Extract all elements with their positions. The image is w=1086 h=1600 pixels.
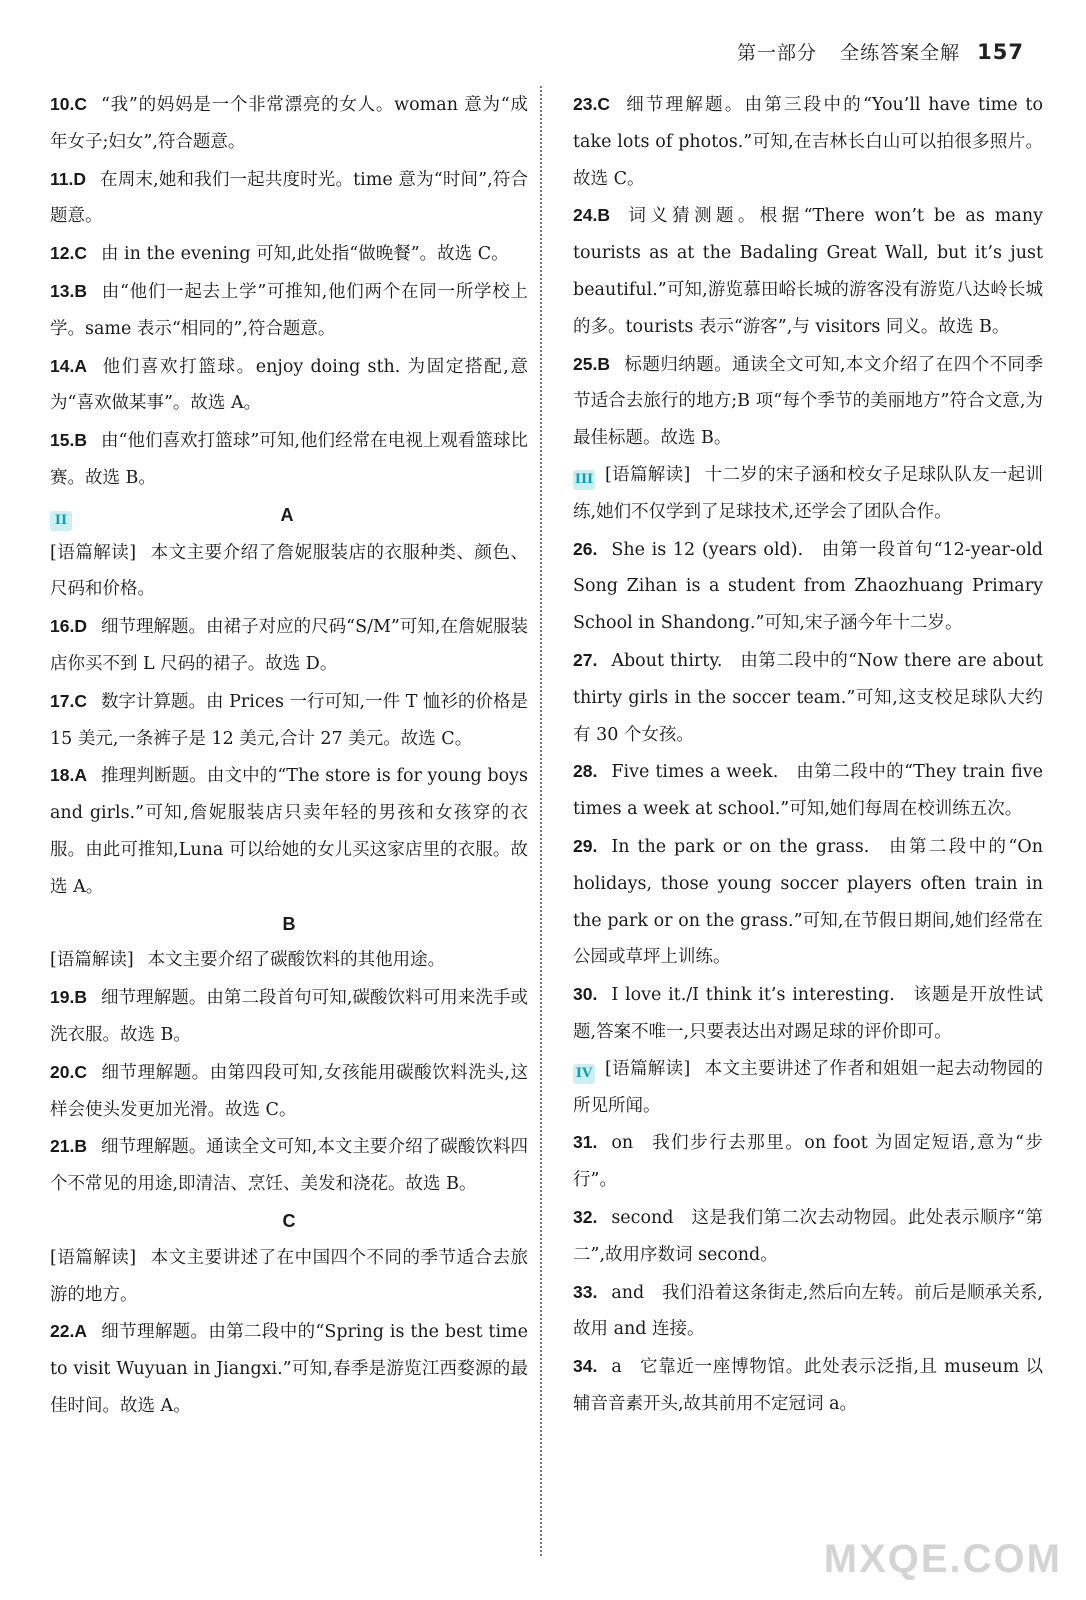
answer-text: In the park or on the grass. (611, 836, 870, 857)
answer-item (50, 608, 528, 683)
answer-number: 10.C (50, 94, 87, 114)
answer-number: 17.C (50, 690, 87, 711)
header-part: 第一部分 (737, 42, 818, 64)
roman-numeral-badge: IV (573, 1064, 595, 1084)
answer-text: a (611, 1357, 622, 1378)
explanation: 细节理解题。通读全文可知,本文主要介绍了碳酸饮料四个不常见的用途,即清洁、烹饪、美发和浇花。故选 B。 (50, 1137, 528, 1195)
answer-item (573, 1274, 1043, 1349)
answer-item (50, 1128, 528, 1203)
answer-number: 30. (573, 984, 598, 1005)
answer-item (50, 161, 528, 236)
explanation: 我们步行去那里。on foot 为固定短语,意为“步行”。 (573, 1133, 1043, 1191)
answer-item (573, 197, 1043, 345)
answer-item (50, 979, 528, 1054)
answer-item (50, 273, 528, 348)
answer-item (573, 1199, 1043, 1274)
explanation: 由 in the evening 可知,此处指“做晚餐”。故选 C。 (100, 244, 509, 265)
answer-number: 14.A (50, 355, 87, 376)
reading-text: 本文主要介绍了碳酸饮料的其他用途。 (147, 950, 446, 971)
column-divider (540, 86, 542, 1556)
explanation: 词义猜测题。根据“There won’t be as many tourists as at the Badaling Great Wall, but it’s just beautiful.”可知,游览慕田峪长城的游客没有游览八达岭长城的多。tourists 表示“游客”,与 visitors 同义。故选 B。 (573, 206, 1043, 337)
explanation: 细节理解题。由裙子对应的尺码“S/M”可知,在詹妮服装店你买不到 L 尺码的裙子。故选 D。 (50, 617, 528, 674)
answer-number: 31. (573, 1132, 598, 1153)
answer-number: 34. (573, 1356, 598, 1377)
reading-summary (50, 1240, 528, 1314)
answer-text: About thirty. (611, 650, 723, 671)
answer-number: 15.B (50, 430, 87, 451)
answer-text: and (611, 1282, 645, 1303)
answer-item (50, 1313, 528, 1424)
answer-number: 12.C (50, 243, 87, 264)
answer-number: 11.D (50, 168, 86, 189)
answer-number: 20.C (50, 1061, 87, 1082)
explanation: 推理判断题。由文中的“The store is for young boys and girls.”可知,詹妮服装店只卖年轻的男孩和女孩穿的衣服。由此可推知,Luna 可以给她的女儿买这家店里的衣服。故选 A。 (50, 766, 528, 897)
answer-number: 26. (573, 538, 598, 559)
answer-item (573, 642, 1043, 753)
answer-number: 32. (573, 1206, 598, 1227)
answer-number: 29. (573, 835, 598, 856)
right-column (573, 86, 1043, 1423)
answer-text: She is 12 (years old). (611, 539, 804, 560)
roman-numeral-badge: III (573, 470, 595, 490)
answer-item (573, 1348, 1043, 1423)
answer-item (50, 86, 528, 161)
reading-text: 本文主要讲述了作者和姐姐一起去动物园的所见所闻。 (573, 1058, 1044, 1116)
answer-number: 21.B (50, 1136, 87, 1157)
explanation: 该题是开放性试题,答案不唯一,只要表达出对踢足球的评价即可。 (573, 985, 1044, 1042)
answer-text: on (611, 1133, 634, 1154)
answer-item (50, 757, 528, 905)
explanation: “我”的妈妈是一个非常漂亮的女人。woman 意为“成年女子;妇女”,符合题意。 (50, 95, 528, 152)
explanation: 他们喜欢打篮球。enjoy doing sth. 为固定搭配,意为“喜欢做某事”。故选 A。 (50, 356, 528, 414)
part-marker (50, 497, 528, 535)
section-heading: B (282, 913, 296, 934)
answer-number: 23.C (573, 94, 610, 114)
page-header (737, 38, 1024, 65)
answer-number: 28. (573, 761, 598, 782)
explanation: 细节理解题。由第二段中的“Spring is the best time to visit Wuyuan in Jiangxi.”可知,春季是游览江西婺源的最佳时间。故选 A。 (50, 1322, 528, 1416)
explanation: 我们沿着这条街走,然后向左转。前后是顺承关系,故用 and 连接。 (573, 1282, 1043, 1340)
roman-numeral-badge: II (50, 511, 72, 531)
answer-item (50, 422, 528, 497)
answer-item (50, 348, 528, 423)
explanation: 由“他们一起去上学”可推知,他们两个在同一所学校上学。same 表示“相同的”,符合题意。 (50, 281, 528, 339)
answer-item (50, 683, 528, 758)
answer-item (50, 1054, 528, 1129)
explanation: 细节理解题。由第四段可知,女孩能用碳酸饮料洗头,这样会使头发更加光滑。故选 C。 (50, 1062, 528, 1120)
explanation: 细节理解题。由第二段首句可知,碳酸饮料可用来洗手或洗衣服。故选 B。 (50, 988, 528, 1045)
section-heading: C (282, 1210, 296, 1231)
section-heading: A (280, 504, 294, 525)
answer-item (573, 976, 1043, 1051)
watermark: MXQE.COM (823, 1537, 1062, 1581)
answer-text: Five times a week. (611, 762, 779, 783)
answer-item (573, 1124, 1043, 1199)
reading-tag: [语篇解读] (605, 1058, 691, 1079)
reading-summary (50, 942, 528, 979)
explanation: 标题归纳题。通读全文可知,本文介绍了在四个不同季节适合去旅行的地方;B 项“每个季节的美丽地方”符合文意,为最佳标题。故选 B。 (573, 354, 1043, 449)
answer-number: 24.B (573, 205, 610, 226)
explanation: 由第一段首句“12-year-old Song Zihan is a student from Zhaozhuang Primary School in Shandong.”可知,宋子涵今年十二岁。 (573, 539, 1043, 634)
explanation: 它靠近一座博物馆。此处表示泛指,且 museum 以辅音音素开头,故其前用不定冠词 a。 (573, 1357, 1043, 1414)
explanation: 数字计算题。由 Prices 一行可知,一件 T 恤衫的价格是 15 美元,一条裤子是 12 美元,合计 27 美元。故选 C。 (50, 691, 528, 749)
answer-number: 16.D (50, 616, 87, 637)
explanation: 在周末,她和我们一起共度时光。time 意为“时间”,符合题意。 (50, 169, 528, 227)
explanation: 这是我们第二次去动物园。此处表示顺序“第二”,故用序数词 second。 (573, 1207, 1043, 1265)
answer-item (573, 346, 1043, 457)
reading-tag: [语篇解读] (50, 542, 137, 563)
answer-number: 18.A (50, 765, 87, 786)
answer-text: second (611, 1207, 674, 1228)
explanation: 由第二段中的“They train five times a week at school.”可知,她们每周在校训练五次。 (573, 762, 1043, 820)
answer-item (573, 531, 1043, 642)
left-column (50, 86, 528, 1425)
header-book: 全练答案全解 (840, 42, 961, 64)
answer-item (573, 828, 1043, 976)
explanation: 由第二段中的“Now there are about thirty girls in the soccer team.”可知,这支校足球队大约有 30 个女孩。 (573, 650, 1043, 745)
reading-summary (573, 457, 1043, 531)
reading-text: 本文主要讲述了在中国四个不同的季节适合去旅游的地方。 (50, 1247, 528, 1305)
answer-item (573, 86, 1043, 197)
reading-tag: [语篇解读] (50, 950, 134, 971)
reading-summary (573, 1051, 1043, 1125)
answer-number: 22.A (50, 1321, 87, 1342)
answer-number: 25.B (573, 353, 610, 374)
answer-number: 33. (573, 1281, 598, 1302)
explanation: 细节理解题。由第三段中的“You’ll have time to take lots of photos.”可知,在吉林长白山可以拍很多照片。故选 C。 (573, 95, 1043, 189)
reading-summary (50, 535, 528, 609)
page-number: 157 (977, 40, 1024, 64)
answer-item (50, 235, 528, 273)
answer-number: 19.B (50, 987, 87, 1008)
reading-text: 十二岁的宋子涵和校女子足球队队友一起训练,她们不仅学到了足球技术,还学会了团队合作。 (573, 464, 1044, 522)
explanation: 由第二段中的“On holidays, those young soccer players often train in the park or on the grass.”可知,在节假日期间,她们经常在公园或草坪上训练。 (573, 836, 1043, 968)
explanation: 由“他们喜欢打篮球”可知,他们经常在电视上观看篮球比赛。故选 B。 (50, 431, 528, 488)
reading-tag: [语篇解读] (605, 464, 691, 485)
answer-number: 27. (573, 649, 598, 670)
answer-text: I love it./I think it’s interesting. (611, 985, 895, 1006)
reading-text: 本文主要介绍了詹妮服装店的衣服种类、颜色、尺码和价格。 (50, 542, 528, 600)
answer-item (573, 753, 1043, 828)
reading-tag: [语篇解读] (50, 1247, 137, 1268)
answer-number: 13.B (50, 280, 87, 301)
